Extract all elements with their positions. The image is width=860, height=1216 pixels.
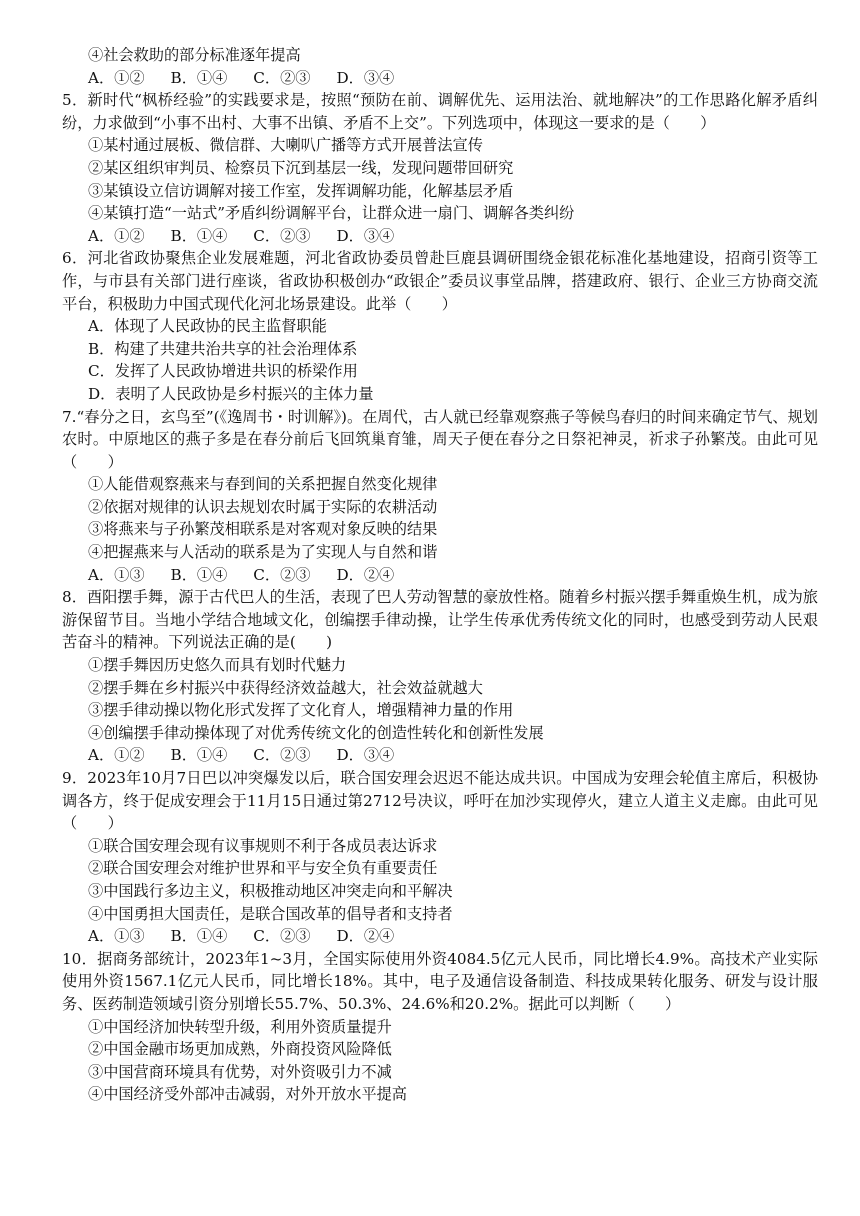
choice-d: D．③④ — [336, 746, 395, 765]
question-8 — [62, 586, 818, 767]
option-3: ③中国营商环境具有优势，对外资吸引力不减 — [88, 1062, 392, 1081]
exam-page — [62, 44, 818, 1106]
option-1: ①某村通过展板、微信群、大喇叭广播等方式开展普法宣传 — [88, 136, 483, 155]
option-1: ①中国经济加快转型升级，利用外资质量提升 — [88, 1017, 392, 1036]
choice-c: C．②③ — [253, 68, 311, 87]
question-stem: 5．新时代“枫桥经验”的实践要求是，按照“预防在前、调解优先、运用法治、就地解决”的工作思路化解矛盾纠纷，力求做到“小事不出村、大事不出镇、矛盾不上交”。下列选项中，体现这一要求的是（ ） — [62, 91, 818, 132]
option-a: A．体现了人民政协的民主监督职能 — [88, 317, 327, 336]
choice-b: B．①④ — [170, 746, 228, 765]
choice-b: B．①④ — [170, 565, 228, 584]
option-4: ④创编摆手律动操体现了对优秀传统文化的创造性转化和创新性发展 — [88, 723, 544, 742]
choice-a: A．①② — [88, 226, 145, 245]
question-stem: 7.“春分之日，玄鸟至”(《逸周书・时训解》)。在周代，古人就已经靠观察燕子等候鸟春归的时间来确定节气、规划农时。中原地区的燕子多是在春分前后飞回筑巢育雏，周天子便在春分之日祭祀神灵，祈求子孙繁茂。由此可见（ ） — [62, 407, 818, 471]
choice-a: A．①③ — [88, 565, 145, 584]
option-2: ②依据对规律的认识去规划农时属于实际的农耕活动 — [88, 497, 438, 516]
question-stem: 9．2023年10月7日巴以冲突爆发以后，联合国安理会迟迟不能达成共识。中国成为安理会轮值主席后，积极协调各方，终于促成安理会于11月15日通过第2712号决议，呼吁在加沙实现停火，建立人道主义走廊。由此可见（ ） — [62, 769, 818, 833]
option-4: ④中国勇担大国责任，是联合国改革的倡导者和支持者 — [88, 904, 453, 923]
question-stem: 10．据商务部统计，2023年1~3月，全国实际使用外资4084.5亿元人民币，同比增长4.9%。高技术产业实际使用外资1567.1亿元人民币，同比增长18%。其中，电子及通信设备制造、科技成果转化服务、研发与设计服务、医药制造领域引资分别增长55.7%、50.3%、24.6%和20.2%。据此可以判断（ ） — [62, 949, 818, 1013]
option-4: ④把握燕来与人活动的联系是为了实现人与自然和谐 — [88, 543, 438, 562]
choice-c: C．②③ — [253, 565, 311, 584]
option-2: ②中国金融市场更加成熟，外商投资风险降低 — [88, 1040, 392, 1059]
choice-c: C．②③ — [253, 927, 311, 946]
option-3: ③某镇设立信访调解对接工作室，发挥调解功能，化解基层矛盾 — [88, 181, 514, 200]
choice-d: D．③④ — [336, 68, 395, 87]
question-stem: 6．河北省政协聚焦企业发展难题，河北省政协委员曾赴巨鹿县调研围绕金银花标准化基地建设，招商引资等工作，与市县有关部门进行座谈，省政协积极创办“政银企”委员议事堂品牌，搭建政府、银行、企业三方协商交流平台，积极助力中国式现代化河北场景建设。此举（ ） — [62, 249, 818, 313]
choice-a: A．①③ — [88, 927, 145, 946]
answer-choices — [62, 744, 818, 767]
question-5 — [62, 89, 818, 247]
option-1: ①人能借观察燕来与春到间的关系把握自然变化规律 — [88, 475, 438, 494]
choice-c: C．②③ — [253, 226, 311, 245]
choice-d: D．③④ — [336, 226, 395, 245]
option-d: D．表明了人民政协是乡村振兴的主体力量 — [88, 384, 374, 403]
option-4: ④社会救助的部分标准逐年提高 — [88, 46, 301, 64]
question-stem: 8．酉阳摆手舞，源于古代巴人的生活，表现了巴人劳动智慧的豪放性格。随着乡村振兴摆手舞重焕生机，成为旅游保留节目。当地小学结合地域文化，创编摆手律动操，让学生传承优秀传统文化的同时，也感受到劳动人民艰苦奋斗的精神。下列说法正确的是( ) — [62, 588, 818, 652]
option-3: ③中国践行多边主义，积极推动地区冲突走向和平解决 — [88, 881, 453, 900]
answer-choices — [62, 225, 818, 248]
option-c: C．发挥了人民政协增进共识的桥梁作用 — [88, 362, 358, 381]
answer-choices — [62, 564, 818, 587]
choice-a: A．①② — [88, 746, 145, 765]
option-4: ④中国经济受外部冲击减弱，对外开放水平提高 — [88, 1085, 407, 1104]
answer-choices — [62, 67, 818, 90]
option-3: ③将燕来与子孙繁茂相联系是对客观对象反映的结果 — [88, 520, 438, 539]
choice-b: B．①④ — [170, 226, 228, 245]
option-4: ④某镇打造“一站式”矛盾纠纷调解平台，让群众进一扇门、调解各类纠纷 — [88, 204, 575, 223]
option-3: ③摆手律动操以物化形式发挥了文化育人，增强精神力量的作用 — [88, 701, 514, 720]
question-7 — [62, 406, 818, 587]
choice-d: D．②④ — [336, 927, 395, 946]
choice-c: C．②③ — [253, 746, 311, 765]
option-b: B．构建了共建共治共享的社会治理体系 — [88, 339, 358, 358]
question-6 — [62, 247, 818, 405]
choice-b: B．①④ — [170, 68, 228, 87]
option-1: ①摆手舞因历史悠久而具有划时代魅力 — [88, 656, 347, 675]
answer-choices — [62, 925, 818, 948]
choice-b: B．①④ — [170, 927, 228, 946]
option-2: ②联合国安理会对维护世界和平与安全负有重要责任 — [88, 859, 438, 878]
question-10 — [62, 948, 818, 1106]
choice-a: A．①② — [88, 68, 145, 87]
option-2: ②摆手舞在乡村振兴中获得经济效益越大，社会效益就越大 — [88, 678, 483, 697]
question-4-tail — [62, 44, 818, 89]
question-9 — [62, 767, 818, 948]
option-1: ①联合国安理会现有议事规则不利于各成员表达诉求 — [88, 836, 438, 855]
choice-d: D．②④ — [336, 565, 395, 584]
option-2: ②某区组织审判员、检察员下沉到基层一线，发现问题带回研究 — [88, 158, 514, 177]
